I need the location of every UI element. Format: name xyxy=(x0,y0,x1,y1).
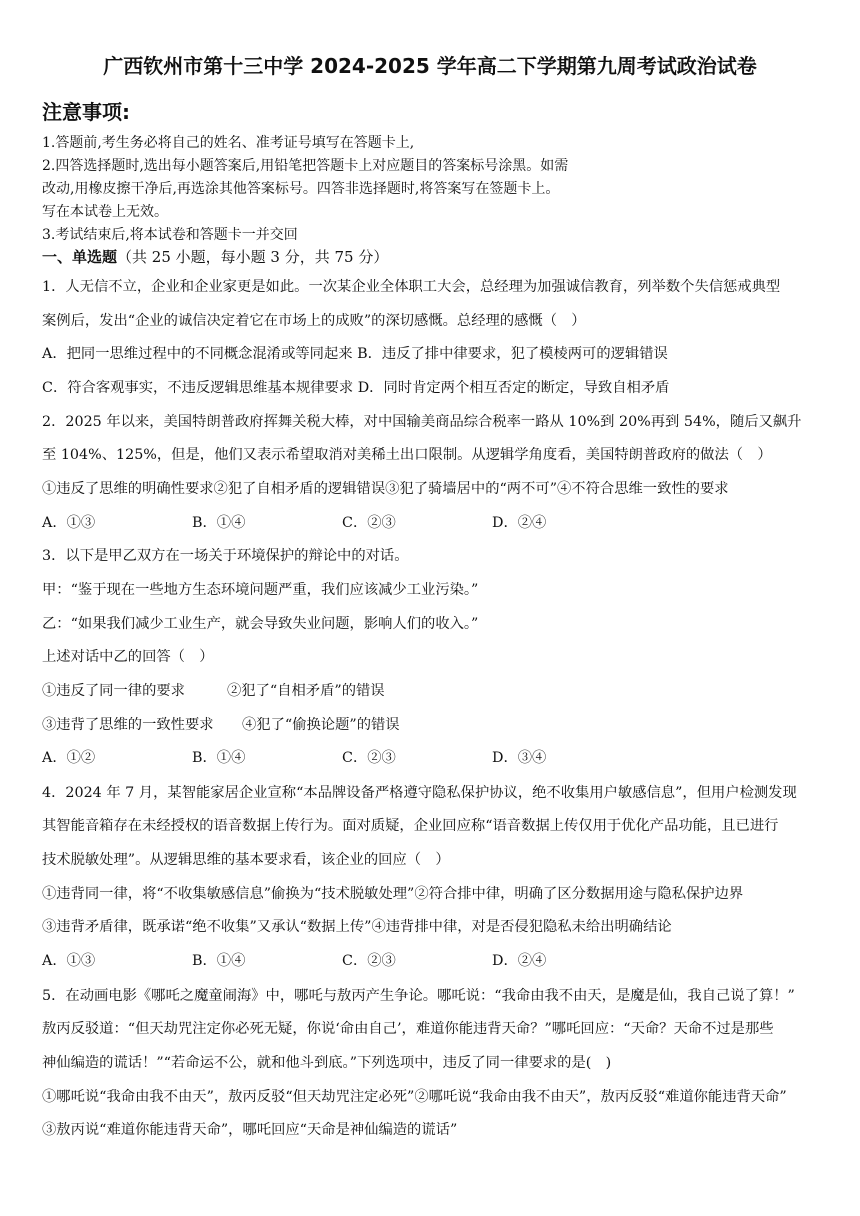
option-d: D．②④ xyxy=(492,515,547,531)
option-a: A．①③ xyxy=(42,515,96,531)
option-b: B．①④ xyxy=(192,515,246,531)
q3-statements xyxy=(42,680,385,700)
q5-stem-line: 神仙编造的谎话！”“若命运不公，就和他斗到底。”下列选项中，违反了同一律要求的是( ) xyxy=(42,1055,612,1071)
q4-stem-line: 技术脱敏处理”。从逻辑思维的基本要求看，该企业的回应（ ） xyxy=(42,852,450,868)
q2-statements: ①违反了思维的明确性要求②犯了自相矛盾的逻辑错误③犯了骑墙居中的“两不可”④不符合思维一致性的要求 xyxy=(42,481,729,497)
q4-stem-line: 其智能音箱存在未经授权的语音数据上传行为。面对质疑，企业回应称“语音数据上传仅用于优化产品功能，且已进行 xyxy=(42,818,779,834)
statement: ②犯了“自相矛盾”的错误 xyxy=(227,683,385,699)
option-d: D．②④ xyxy=(492,953,547,969)
notice-list xyxy=(42,132,568,247)
q5-stem-line: 5．在动画电影《哪吒之魔童闹海》中，哪吒与敖丙产生争论。哪吒说：“我命由我不由天，是魔是仙，我自己说了算！” xyxy=(42,988,795,1004)
q1-option-cd: C．符合客观事实，不违反逻辑思维基本规律要求 D．同时肯定两个相互否定的断定，导致自相矛盾 xyxy=(42,380,670,396)
option-c: C．②③ xyxy=(342,515,396,531)
section-heading xyxy=(42,246,388,267)
section-desc: （共 25 小题，每小题 3 分，共 75 分） xyxy=(117,248,389,266)
q4-statements: ③违背矛盾律，既承诺“绝不收集”又承认“数据上传”④违背排中律，对是否侵犯隐私未给出明确结论 xyxy=(42,919,672,935)
q5-stem-line: 敖丙反驳道：“但天劫咒注定你必死无疑，你说‘命由自己’，难道你能违背天命？”哪吒回应：“天命？天命不过是那些 xyxy=(42,1021,774,1037)
q3-options xyxy=(42,747,546,767)
option-b: B．①④ xyxy=(192,953,246,969)
q1-stem-line: 1．人无信不立，企业和企业家更是如此。一次某企业全体职工大会，总经理为加强诚信教育，列举数个失信惩戒典型 xyxy=(42,279,781,295)
notice-line: 1.答题前,考生务必将自己的姓名、准考证号填写在答题卡上, xyxy=(42,135,415,151)
q4-options xyxy=(42,950,546,970)
statement: ①违反了同一律的要求 xyxy=(42,683,185,699)
option-c: C．②③ xyxy=(342,750,396,766)
q2-stem-line: 2．2025 年以来，美国特朗普政府挥舞关税大棒，对中国输美商品综合税率一路从 10%到 20%再到 54%，随后又飙升 xyxy=(42,414,802,430)
q2-stem-line: 至 104%、125%，但是，他们又表示希望取消对美稀土出口限制。从逻辑学角度看，美国特朗普政府的做法（ ） xyxy=(42,447,772,463)
notice-line: 3.考试结束后,将本试卷和答题卡一并交回 xyxy=(42,227,298,243)
option-b: B．①④ xyxy=(192,750,246,766)
q1-option-ab: A．把同一思维过程中的不同概念混淆或等同起来 B．违反了排中律要求，犯了模棱两可的逻辑错误 xyxy=(42,346,668,362)
notice-line: 写在本试卷上无效。 xyxy=(42,204,168,220)
q5-statements: ①哪吒说“我命由我不由天”，敖丙反驳“但天劫咒注定必死”②哪吒说“我命由我不由天”，敖丙反驳“难道你能违背天命” xyxy=(42,1089,787,1105)
option-a: A．①③ xyxy=(42,953,96,969)
q4-statements: ①违背同一律，将“不收集敏感信息”偷换为“技术脱敏处理”②符合排中律，明确了区分数据用途与隐私保护边界 xyxy=(42,886,744,902)
q2-options xyxy=(42,512,546,532)
notice-line: 2.四答选择题时,选出每小题答案后,用铅笔把答题卡上对应题目的答案标号涂黑。如需 xyxy=(42,158,569,174)
statement: ③违背了思维的一致性要求 xyxy=(42,717,214,733)
q3-stem-line: 3．以下是甲乙双方在一场关于环境保护的辩论中的对话。 xyxy=(42,548,409,564)
option-c: C．②③ xyxy=(342,953,396,969)
q3-stem-line: 甲：“鉴于现在一些地方生态环境问题严重，我们应该减少工业污染。” xyxy=(42,582,479,598)
exam-title: 广西钦州市第十三中学 2024-2025 学年高二下学期第九周考试政治试卷 xyxy=(103,54,757,78)
q5-statements: ③敖丙说“难道你能违背天命”，哪吒回应“天命是神仙编造的谎话” xyxy=(42,1122,458,1138)
notice-line: 改动,用橡皮擦干净后,再选涂其他答案标号。四答非选择题时,将答案写在签题卡上。 xyxy=(42,181,560,197)
q3-stem-line: 上述对话中乙的回答（ ） xyxy=(42,649,214,665)
q3-statements xyxy=(42,714,400,734)
q1-stem-line: 案例后，发出“企业的诚信决定着它在市场上的成败”的深切感慨。总经理的感慨（ ） xyxy=(42,313,586,329)
q4-stem-line: 4．2024 年 7 月，某智能家居企业宣称“本品牌设备严格遵守隐私保护协议，绝不收集用户敏感信息”，但用户检测发现 xyxy=(42,785,797,801)
option-a: A．①② xyxy=(42,750,96,766)
option-d: D．③④ xyxy=(492,750,547,766)
section-name: 一、单选题 xyxy=(42,248,118,266)
notice-heading: 注意事项: xyxy=(42,100,130,124)
statement: ④犯了“偷换论题”的错误 xyxy=(242,717,400,733)
q3-stem-line: 乙：“如果我们减少工业生产，就会导致失业问题，影响人们的收入。” xyxy=(42,616,479,632)
